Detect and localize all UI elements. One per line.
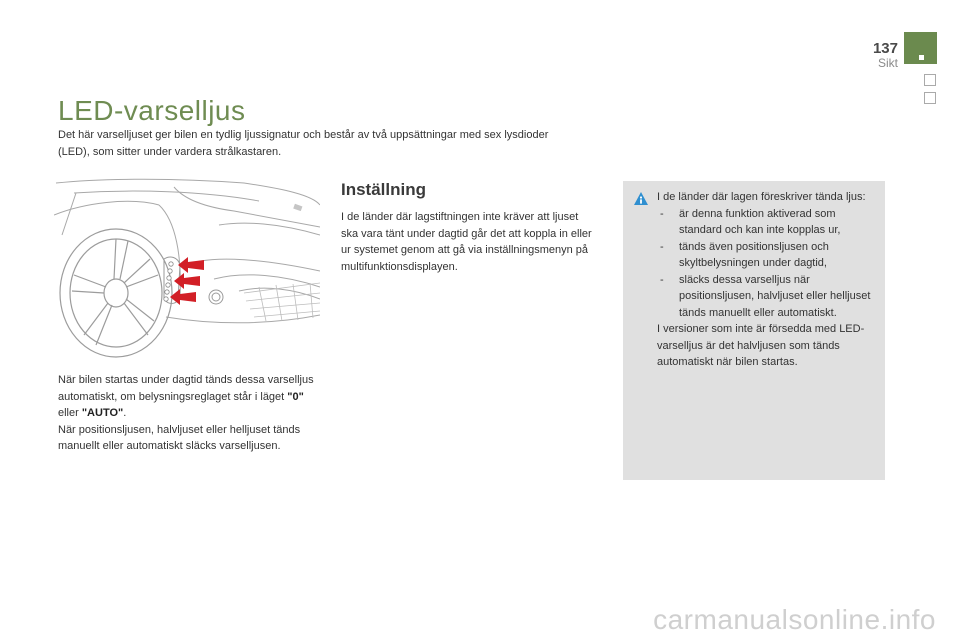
daytime-start-end: . [123, 407, 127, 419]
intro-paragraph: Det här varselljuset ger bilen en tydlig ljussignatur och består av två uppsättningar med sex lysdioder (LED), som sitter under vardera strålkastaren. [58, 129, 549, 158]
info-outro: I versioner som inte är försedda med LED-varselljus är det halvljusen som tänds automatiskt när bilen startas. [657, 323, 865, 368]
switch-position-auto: "AUTO" [81, 407, 124, 419]
info-list [657, 206, 879, 322]
section-name: Sikt [877, 56, 898, 70]
page-title: LED-varselljus [58, 95, 246, 126]
car-front-led-illustration [54, 175, 320, 365]
list-item-text: släcks dessa varselljus när positionsljusen, halvljuset eller helljuset tänds manuellt eller automatiskt. [679, 273, 871, 319]
info-box [623, 181, 885, 480]
tab-placeholder-box [924, 74, 936, 86]
list-item [657, 206, 879, 239]
info-icon [633, 191, 649, 207]
list-item-text: tänds även positionsljusen och skyltbelysningen under dagtid, [679, 240, 829, 269]
list-dash: - [660, 273, 664, 286]
switch-position-zero: "0" [287, 390, 304, 403]
section-tab [904, 32, 937, 64]
left-column-text [58, 372, 318, 455]
daytime-start-or: eller [58, 407, 82, 419]
list-item-text: är denna funktion aktiverad som standard och kan inte kopplas ur, [679, 207, 841, 236]
daytime-start-text: När bilen startas under dagtid tänds dessa varselljus automatiskt, om belysningsreglaget står i läget [58, 374, 314, 403]
list-item [657, 239, 879, 272]
list-item [657, 272, 879, 322]
indicator-arrows [170, 257, 204, 305]
section-heading: Inställning [341, 180, 426, 199]
list-dash: - [660, 207, 664, 220]
section-body: I de länder där lagstiftningen inte kräver att ljuset ska vara tänt under dagtid går det att koppla in eller ur systemet genom att gå via inställningsmenyn på multifunktionsdisplayen. [341, 211, 592, 273]
page-number: 137 [872, 40, 898, 57]
info-intro: I de länder där lagen föreskriver tända ljus: [657, 191, 866, 203]
info-content [657, 189, 879, 371]
watermark: carmanualsonline.info [653, 604, 936, 635]
list-dash: - [660, 240, 664, 253]
tab-marker [919, 55, 924, 60]
tab-placeholder-box [924, 92, 936, 104]
daytime-start-paragraph [58, 372, 318, 422]
lights-off-paragraph: När positionsljusen, halvljuset eller helljuset tänds manuellt eller automatiskt släcks varselljusen. [58, 423, 301, 452]
